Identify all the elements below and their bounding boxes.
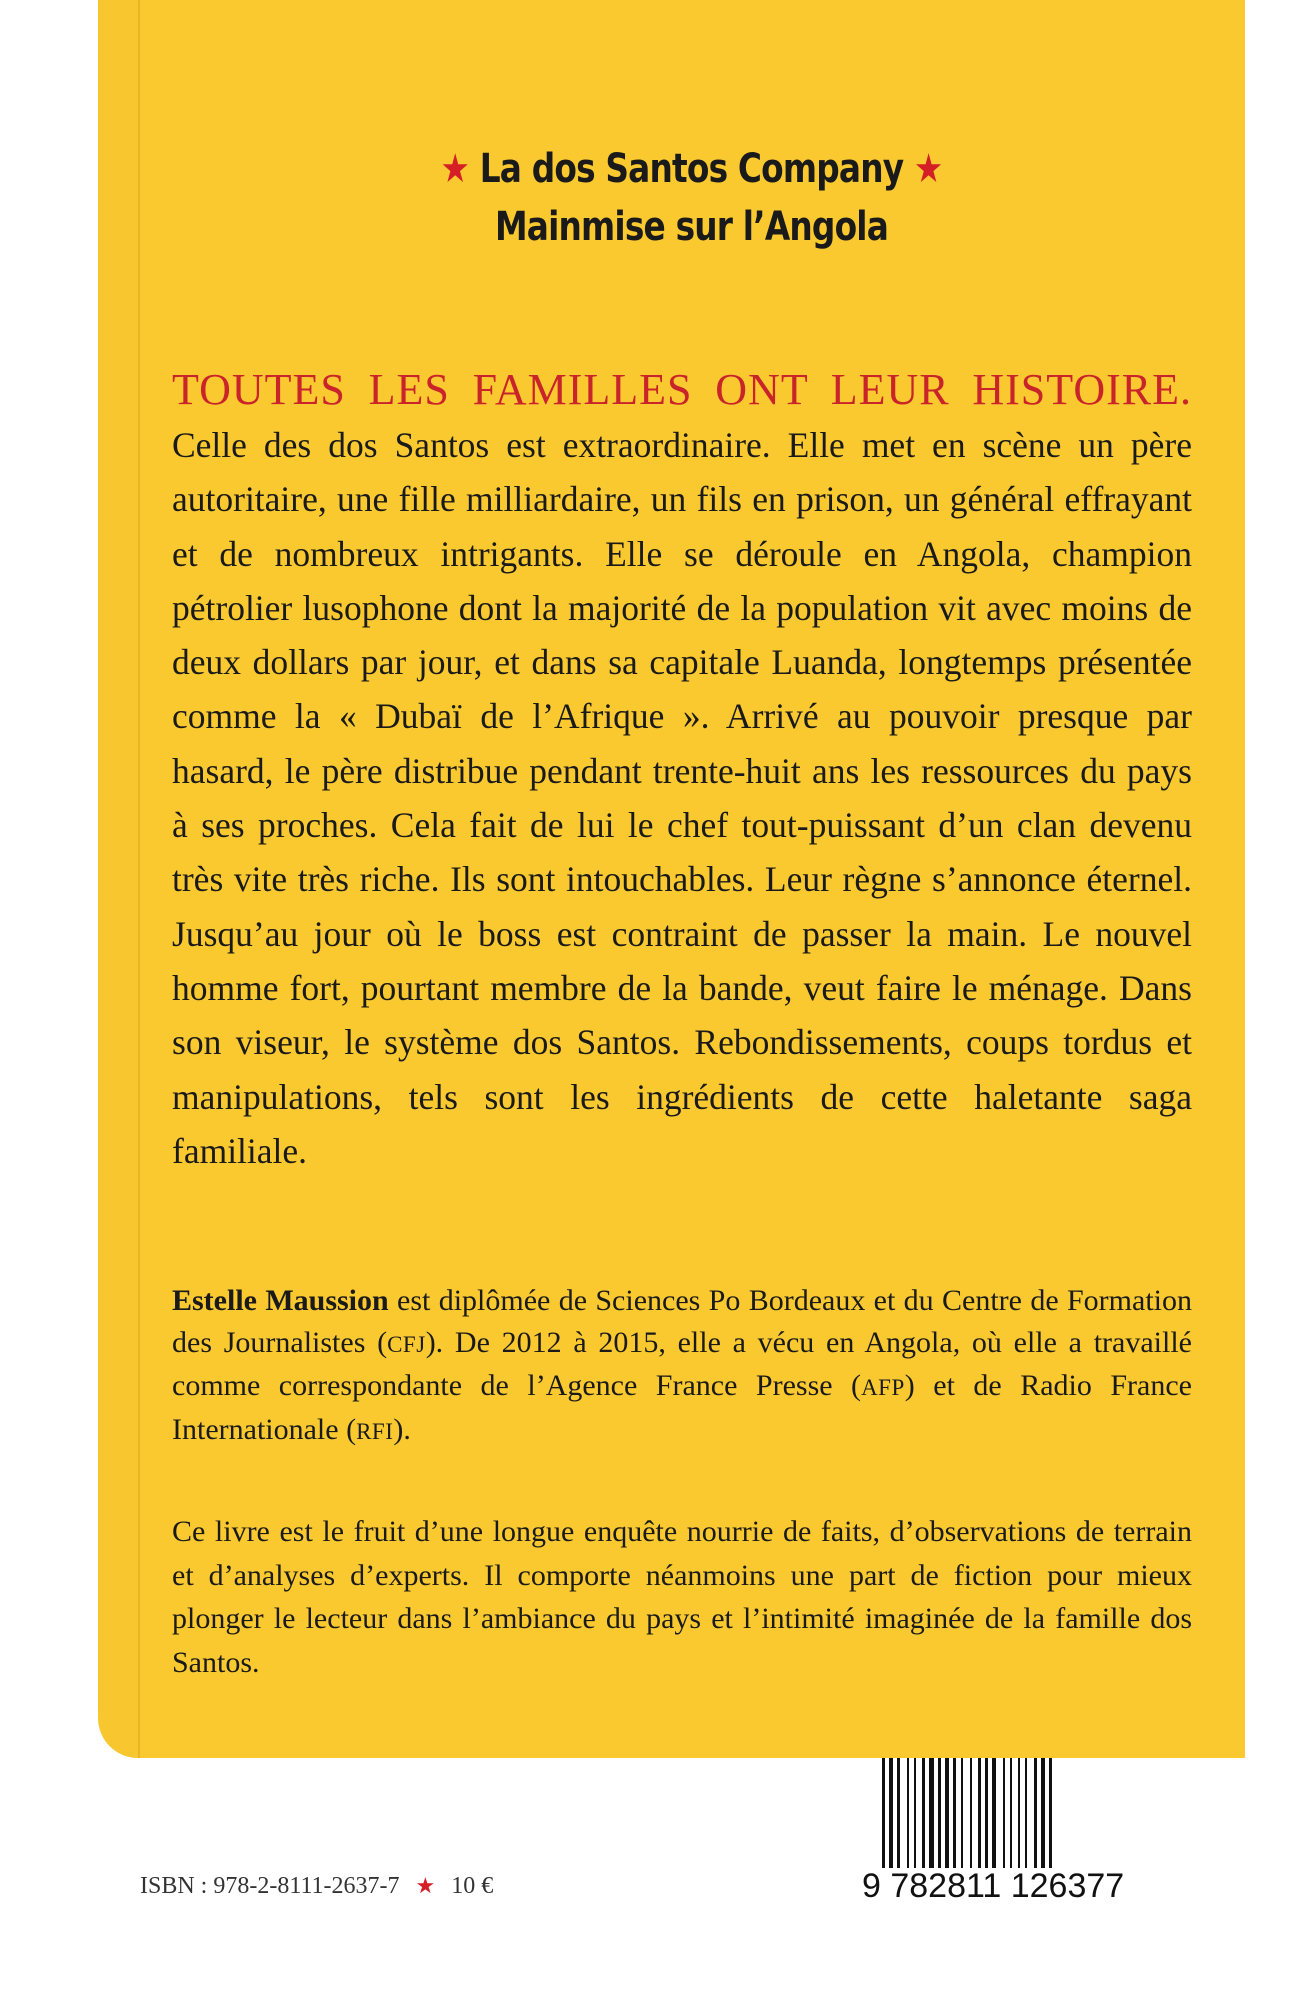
book-title-text: La dos Santos Company (479, 146, 904, 192)
bio-afp: AFP (861, 1375, 905, 1400)
book-title-block (138, 140, 1245, 256)
bio-text-4: ). (393, 1412, 411, 1446)
bio-rfi: RFI (356, 1418, 394, 1444)
bio-cfj: CFJ (387, 1331, 426, 1357)
book-title (238, 140, 1146, 198)
author-name: Estelle Maussion (172, 1284, 389, 1317)
book-subtitle: Mainmise sur l’Angola (494, 204, 889, 250)
isbn-price-line (140, 1873, 493, 1900)
barcode-digits: 9 782811 126377 (862, 1867, 1125, 1905)
price-text: 10 € (451, 1873, 494, 1899)
bio-text-3: ) et de Radio France Internationale ( (172, 1369, 1192, 1446)
red-star-icon: ★ (440, 146, 470, 192)
author-bio (172, 1280, 1192, 1452)
isbn-text: ISBN : 978-2-8111-2637-7 (140, 1873, 400, 1899)
blurb (172, 362, 1192, 1178)
bio-text-1: est diplômée de Sciences Po Bordeaux et du Centre de Formation des Journalistes ( (172, 1284, 1192, 1359)
bio-text-2: ). De 2012 à 2015, elle a vécu en Angola, où elle a travaillé comme correspondante de l’Agence France Presse ( (172, 1325, 1193, 1402)
red-star-icon: ★ (415, 1874, 436, 1899)
red-star-icon: ★ (913, 146, 943, 192)
book-note: Ce livre est le fruit d’une longue enquête nourrie de faits, d’observations de terrain et d’analyses d’experts. Il comporte néanmoins une part de fiction pour mieux plonger le lecteur dans l’ambiance du pays et l’intimité imaginée de la famille dos Santos. (172, 1515, 1192, 1679)
barcode-bars-icon (880, 1758, 1180, 1868)
lead-heading: TOUTES LES FAMILLES ONT LEUR HISTOIRE. (172, 365, 1192, 414)
blurb-paragraph: Celle des dos Santos est extraordinaire. Elle met en scène un père autoritaire, une fille milliardaire, un fils en prison, un général effrayant et de nombreux intrigants. Elle se déroule en Angola, champion pétrolier lusophone dont la majorité de la population vit avec moins de deux dollars par jour, et dans sa capitale Luanda, longtemps présentée comme la « Dubaï de l’Afrique ». Arrivé au pouvoir presque par hasard, le père distribue pendant trente-huit ans les ressources du pays à ses proches. Cela fait de lui le chef tout-puissant d’un clan devenu très vite très riche. Ils sont intouchables. Leur règne s’annonce éternel. Jusqu’au jour où le boss est contraint de passer la main. Le nouvel homme fort, pourtant membre de la bande, veut faire le ménage. Dans son viseur, le système dos Santos. Rebondissements, coups tordus et manipulations, tels sont les ingrédients de cette haletante saga familiale. (172, 425, 1192, 1171)
